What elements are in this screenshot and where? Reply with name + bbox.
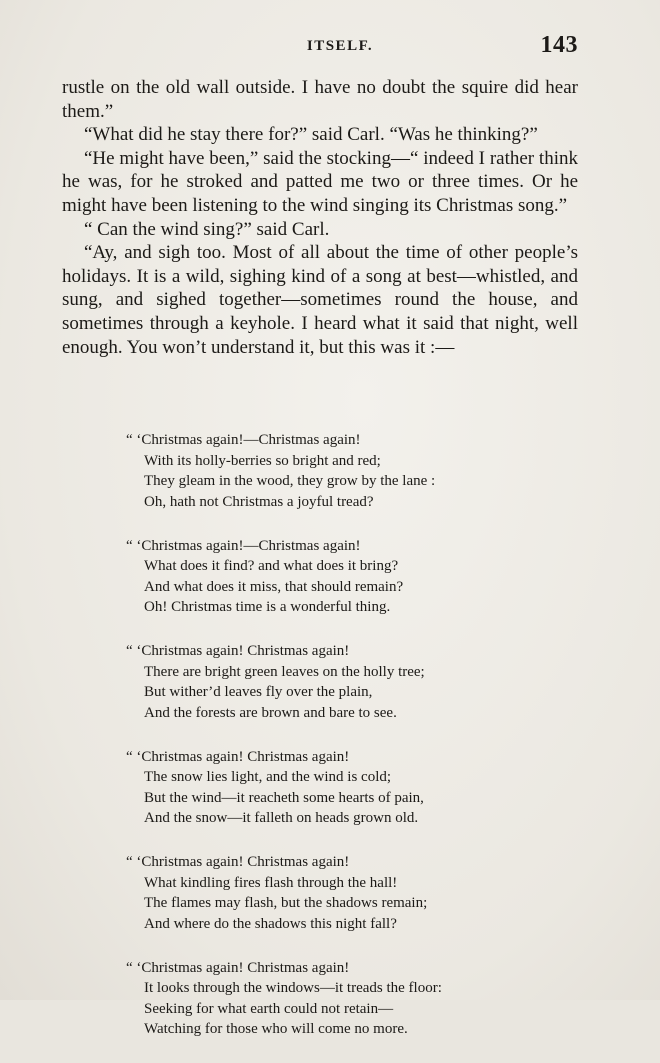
poem-line: “ ‘Christmas again!—Christmas again! <box>126 432 361 448</box>
poem-stanza <box>126 536 526 618</box>
poem-stanza <box>126 641 526 723</box>
poem-line: It looks through the windows—it treads the floor: <box>144 980 442 996</box>
poem-line: But the wind—it reacheth some hearts of pain, <box>144 789 424 806</box>
running-head <box>62 30 578 70</box>
running-title: ITSELF. <box>306 38 374 54</box>
poem-line: Seeking for what earth could not retain— <box>144 1000 394 1017</box>
poem-stanza <box>126 430 526 512</box>
poem-line: Oh, hath not Christmas a joyful tread? <box>144 493 374 510</box>
poem-line: And the snow—it falleth on heads grown old. <box>144 810 419 826</box>
poem-line: What does it find? and what does it bring? <box>144 558 399 574</box>
poem-line: The flames may flash, but the shadows remain; <box>144 895 428 911</box>
poem-stanza <box>126 747 526 829</box>
poem-line: With its holly-berries so bright and red; <box>144 452 381 469</box>
poem-line: And where do the shadows this night fall? <box>144 915 397 932</box>
poem-stanza <box>126 958 526 1040</box>
paragraph: “What did he stay there for?” said Carl. “Was he thinking?” <box>84 124 538 146</box>
paragraph: “ Can the wind sing?” said Carl. <box>84 218 330 240</box>
poem-line: But wither’d leaves fly over the plain, <box>144 684 373 700</box>
prose-text <box>62 76 578 359</box>
poem-line: “ ‘Christmas again! Christmas again! <box>126 643 350 659</box>
page-number: 143 <box>540 32 578 58</box>
poem-line: “ ‘Christmas again! Christmas again! <box>126 748 350 765</box>
paragraph: rustle on the old wall outside. I have no doubt the squire did hear them.” <box>62 77 578 122</box>
poem-line: Oh! Christmas time is a wonderful thing. <box>144 599 391 615</box>
poem <box>126 430 526 1063</box>
poem-line: They gleam in the wood, they grow by the lane : <box>144 473 436 489</box>
poem-stanza <box>126 852 526 934</box>
poem-line: There are bright green leaves on the holly tree; <box>144 663 425 680</box>
poem-line: And what does it miss, that should remain? <box>144 578 404 595</box>
poem-line: Watching for those who will come no more. <box>144 1021 408 1037</box>
paragraph: “He might have been,” said the stocking—“ indeed I rather think he was, for he stroked and patted me two or three times. Or he might have been listening to the wind singing its Christmas song.” <box>62 147 578 216</box>
poem-line: “ ‘Christmas again! Christmas again! <box>126 854 350 870</box>
poem-line: “ ‘Christmas again! Christmas again! <box>126 959 350 976</box>
poem-line: And the forests are brown and bare to see. <box>144 704 397 721</box>
poem-line: The snow lies light, and the wind is cold; <box>144 769 392 785</box>
paragraph: “Ay, and sigh too. Most of all about the time of other people’s holidays. It is a wild, sighing kind of a song at best—whistled, and sung, and sighed together—sometimes round the house, and sometimes through a keyhole. I heard what it said that night, well enough. You won’t understand it, but this was it :— <box>62 242 578 358</box>
poem-line: “ ‘Christmas again!—Christmas again! <box>126 537 361 554</box>
poem-line: What kindling fires flash through the hall! <box>144 874 398 891</box>
